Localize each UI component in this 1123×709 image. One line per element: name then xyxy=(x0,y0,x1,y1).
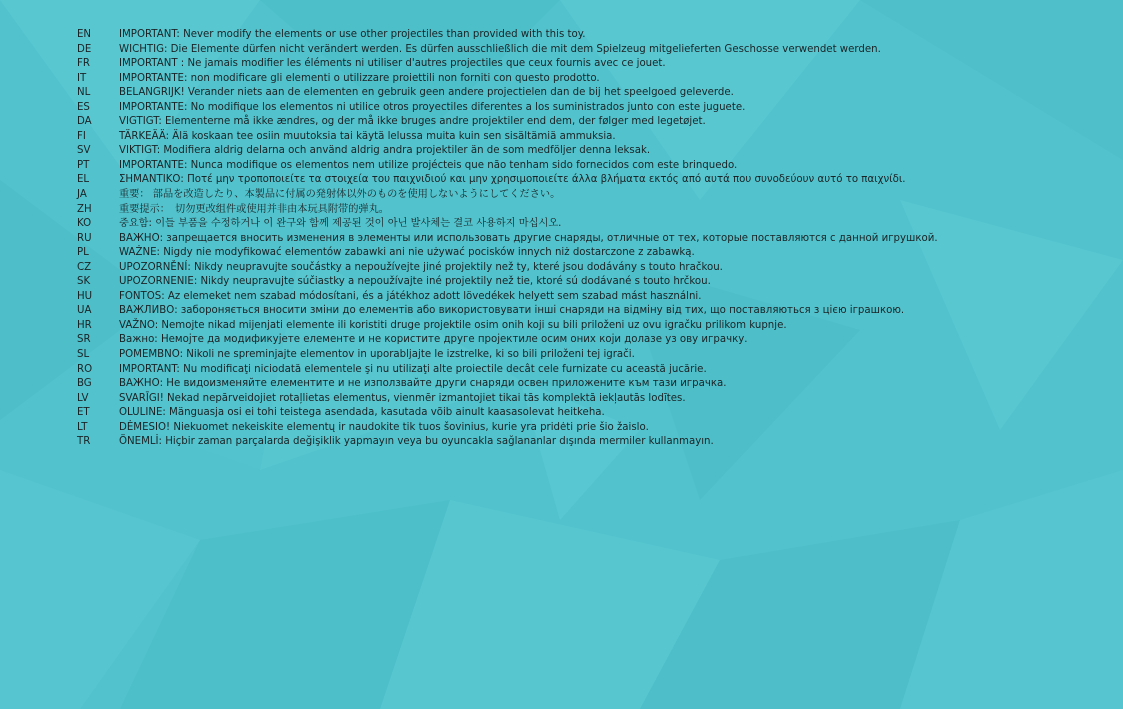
language-code: PT xyxy=(77,159,90,171)
language-code: ES xyxy=(77,101,90,113)
warning-text: VIGTIGT: Elementerne må ikke ændres, og der må ikke bruges andre projektiler end dem, der følger med legetøjet. xyxy=(119,116,706,128)
language-code: CZ xyxy=(77,261,92,273)
warning-row-sl xyxy=(77,348,938,363)
warning-text: IMPORTANT : Ne jamais modifier les éléments ni utiliser d'autres projectiles que ceux fournis avec ce jouet. xyxy=(119,58,666,70)
language-code: DA xyxy=(77,116,92,128)
language-code: FR xyxy=(77,58,90,70)
warning-row-et xyxy=(77,406,938,421)
warning-row-sv xyxy=(77,144,938,159)
warning-text: OLULINE: Mänguasja osi ei tohi teistega asendada, kasutada võib ainult kaasasolevat heitkeha. xyxy=(119,407,605,419)
warning-row-el xyxy=(77,173,938,188)
warning-text: SVARĪGI! Nekad nepārveidojiet rotaļlietas elementus, vienmēr izmantojiet tikai tās komplektā iekļautās lodītes. xyxy=(119,392,686,404)
language-code: UA xyxy=(77,305,92,317)
warning-text: DĖMESIO! Niekuomet nekeiskite elementų ir naudokite tik tuos šovinius, kurie yra pridėti prie šio žaislo. xyxy=(119,421,649,433)
language-code: RO xyxy=(77,363,93,375)
language-code: BG xyxy=(77,378,92,390)
language-code: SK xyxy=(77,276,91,288)
language-code: NL xyxy=(77,87,91,99)
warning-text: POMEMBNO: Nikoli ne spreminjajte elementov in uporabljajte le izstrelke, ki so bili priloženi tej igrači. xyxy=(119,349,635,361)
language-code: ZH xyxy=(77,203,92,215)
warning-row-ja xyxy=(77,188,938,203)
warning-row-sk xyxy=(77,275,938,290)
language-code: ET xyxy=(77,407,90,419)
warning-row-fi xyxy=(77,130,938,145)
warning-text: VAŽNO: Nemojte nikad mijenjati elemente ili koristiti druge projektile osim onih koji su bili priloženi uz ovu igračku prilikom kupnje. xyxy=(119,319,787,331)
warning-text: IMPORTANTE: No modifique los elementos ni utilice otros proyectiles diferentes a los suministrados junto con este juguete. xyxy=(119,101,746,113)
warning-row-cz xyxy=(77,261,938,276)
warning-text: IMPORTANT: Never modify the elements or use other projectiles than provided with this toy. xyxy=(119,29,586,40)
warning-text: ÖNEMLİ: Hiçbir zaman parçalarda değişiklik yapmayın veya bu oyuncakla sağlananlar dışında mermiler kullanmayın. xyxy=(119,436,714,448)
language-code: RU xyxy=(77,232,92,244)
language-code: JA xyxy=(77,189,87,201)
language-code: EN xyxy=(77,29,92,40)
warning-text: ΣΗΜΑΝΤΙΚΟ: Ποτέ μην τροποποιείτε τα στοιχεία του παιχνιδιού και μην χρησιμοποιείτε άλλα βλήματα εκτός από αυτά που συνοδεύουν αυτό το παιχνίδι. xyxy=(119,174,906,186)
language-code: SV xyxy=(77,145,91,157)
warning-list xyxy=(77,28,938,450)
warning-text: WICHTIG: Die Elemente dürfen nicht verändert werden. Es dürfen ausschließlich die mit dem Spielzeug mitgelieferten Geschosse verwendet werden. xyxy=(119,43,881,55)
language-code: SR xyxy=(77,334,91,346)
warning-text: UPOZORNENIE: Nikdy neupravujte súčiastky a nepoužívajte iné projektily než tie, ktoré sú dodávané s touto hrčkou. xyxy=(119,276,711,288)
warning-text: WAŻNE: Nigdy nie modyfikować elementów zabawki ani nie używać pocisków innych niż dostarczone z zabawką. xyxy=(119,247,695,259)
warning-text: ВАЖНО: Не видоизменяйте елементите и не използвайте други снаряди освен приложените към тази играчка. xyxy=(119,378,727,390)
warning-row-fr xyxy=(77,57,938,72)
warning-text: Важно: Немојте да модификујете елементе и не користите друге пројектиле осим оних који долазе уз ову играчку. xyxy=(119,334,748,346)
language-code: KO xyxy=(77,218,92,230)
warning-row-ua xyxy=(77,304,938,319)
warning-text: FONTOS: Az elemeket nem szabad módosítani, és a játékhoz adott lövedékek helyett sem szabad mást használni. xyxy=(119,290,702,302)
warning-row-bg xyxy=(77,377,938,392)
warning-row-pt xyxy=(77,159,938,174)
language-code: LT xyxy=(77,421,88,433)
warning-text: VIKTIGT: Modifiera aldrig delarna och använd aldrig andra projektiler än de som medföljer denna leksak. xyxy=(119,145,651,157)
language-code: LV xyxy=(77,392,89,404)
language-code: EL xyxy=(77,174,90,186)
warning-row-ko xyxy=(77,217,938,232)
language-code: DE xyxy=(77,43,92,55)
warning-text: 重要： 部品を改造したり、本製品に付属の発射体以外のものを使用しないようにしてください。 xyxy=(119,189,561,201)
warning-row-lt xyxy=(77,421,938,436)
warning-row-es xyxy=(77,101,938,116)
warning-text: IMPORTANTE: non modificare gli elementi o utilizzare proiettili non forniti con questo prodotto. xyxy=(119,72,600,84)
warning-row-da xyxy=(77,115,938,130)
warning-text: UPOZORNĚNÍ: Nikdy neupravujte součástky a nepoužívejte jiné projektily než ty, které jsou dodávány s touto hračkou. xyxy=(119,261,723,273)
language-code: HU xyxy=(77,290,93,302)
warning-text: ВАЖНО: запрещается вносить изменения в элементы или использовать другие снаряды, отличные от тех, которые поставляются с данной игрушкой. xyxy=(119,232,938,244)
warning-row-it xyxy=(77,72,938,87)
warning-row-de xyxy=(77,43,938,58)
warning-text: TÄRKEÄÄ: Älä koskaan tee osiin muutoksia tai käytä lelussa muita kuin sen sisältämiä ammuksia. xyxy=(119,130,616,142)
warning-text: IMPORTANTE: Nunca modifique os elementos nem utilize projécteis que não tenham sido fornecidos com este brinquedo. xyxy=(119,159,738,171)
warning-row-lv xyxy=(77,392,938,407)
warning-row-ru xyxy=(77,232,938,247)
warning-row-zh xyxy=(77,203,938,218)
warning-row-ro xyxy=(77,363,938,378)
language-code: PL xyxy=(77,247,89,259)
warning-row-hu xyxy=(77,290,938,305)
warning-text: IMPORTANT: Nu modificaţi niciodată elementele şi nu utilizaţi alte proiectile decât cele furnizate cu această jucărie. xyxy=(119,363,707,375)
warning-row-tr xyxy=(77,435,938,450)
language-code: IT xyxy=(77,72,87,84)
warning-text: 重要提示： 切勿更改组件或使用并非由本玩具附带的弹丸。 xyxy=(119,203,389,215)
warning-text: ВАЖЛИВО: забороняється вносити зміни до елементів або використовувати інші снаряди на відміну від тих, що поставляються з цією іграшкою. xyxy=(119,305,905,317)
language-code: SL xyxy=(77,349,90,361)
warning-row-en xyxy=(77,28,938,43)
language-code: TR xyxy=(77,436,91,448)
warning-row-pl xyxy=(77,246,938,261)
language-code: FI xyxy=(77,130,86,142)
warning-row-hr xyxy=(77,319,938,334)
language-code: HR xyxy=(77,319,92,331)
warning-row-sr xyxy=(77,333,938,348)
warning-text: BELANGRIJK! Verander niets aan de elementen en gebruik geen andere projectielen dan de bij het speelgoed geleverde. xyxy=(119,87,734,99)
warning-text: 중요함: 이들 부품을 수정하거나 이 완구와 함께 제공된 것이 아닌 발사체는 결코 사용하지 마십시오. xyxy=(119,218,562,230)
warning-row-nl xyxy=(77,86,938,101)
